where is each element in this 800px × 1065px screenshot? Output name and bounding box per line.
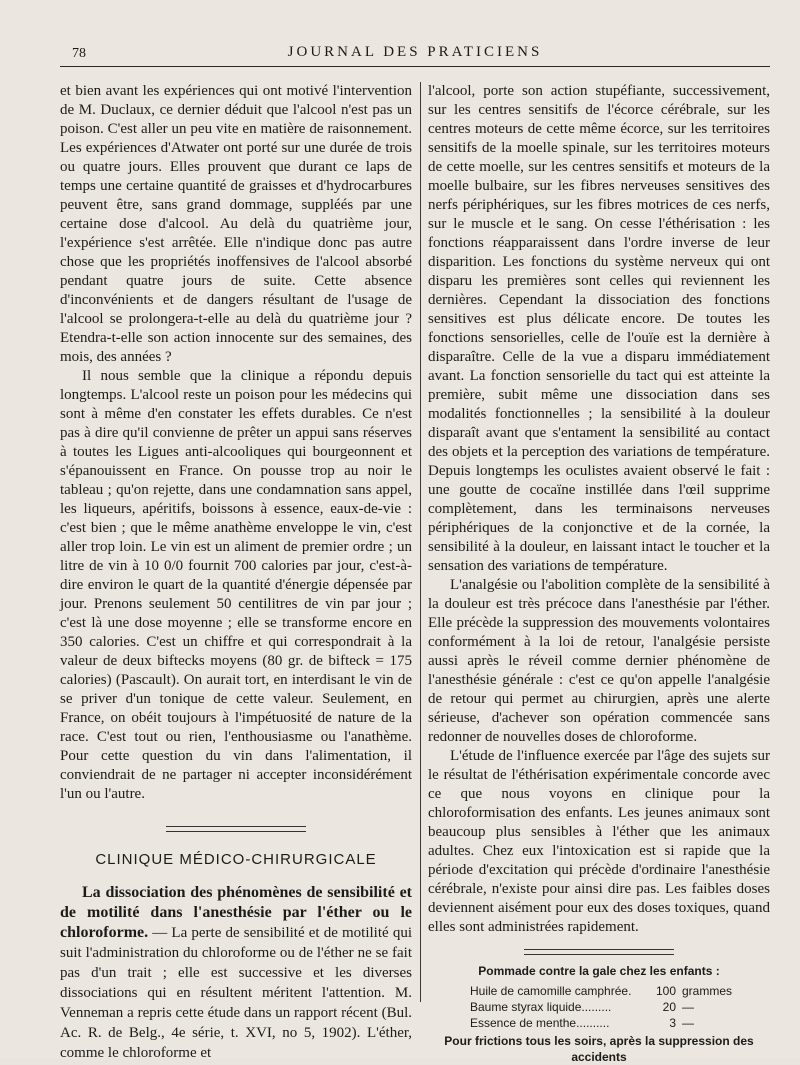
left-paragraph-1: et bien avant les expériences qui ont motivé l'intervention de M. Duclaux, ce dernier déduit que l'alcool n'est pas un poison. C'est aller un peu vite en matière de raisonnement. Les expériences d'Atwater ont porté sur une durée de trois ou quatre jours. Elles prouvent que durant ce laps de temps une certaine quantité de graisses et d'hydrocarbures peuvent être, sans grand dommage, suppléés par une certaine dose d'alcool. Au delà du quatrième jour, l'expérience s'est arrêtée. Elle n'indique donc pas autre chose que les propriétés inoffensives de l'alcool absorbé pendant quatre jours de suite. Cette absence d'inconvénients et de dangers résultant de l'usage de l'alcool se prolongera-t-elle au delà du quatrième jour ? Etendra-t-elle son action innocente sur des semaines, des mois, des années ? [60,83,412,365]
recipe-box [428,963,770,1065]
right-column [428,82,770,1064]
right-paragraph-2: L'analgésie ou l'abolition complète de la sensibilité à la douleur est très précoce dans l'anesthésie par l'éther. Elle précède la suppression des mouvements volontaires conformément à la loi de retour, l'analgésie persiste aussi après le réveil comme dernier phénomène de l'anesthésie générale : c'est ce qu'on appelle l'analgésie de retour qui permet au chirurgien, après une alerte sérieuse, d'achever son opération commencée sans redonner de nouvelles doses de chloroforme. [428,577,770,745]
left-paragraph-2: Il nous semble que la clinique a répondu depuis longtemps. L'alcool reste un poison pour les médecins qui sont à même d'en constater les effets durables. Ce n'est pas à dire qu'il convienne de prêter un appui sans réserves à toutes les Ligues anti-alcooliques qui bourgeonnent et s'épanouissent en France. On pousse trop au noir le tableau ; qu'on rejette, dans une condamnation sans appel, les liqueurs, apéritifs, boissons à essence, eaux-de-vie : c'est bien ; que le même anathème enveloppe le vin, c'est aller trop loin. Le vin est un aliment de premier ordre ; un litre de vin à 10 0/0 fournit 700 calories par jour, c'est-à-dire environ le quart de la quantité d'énergie dépensée par jour. Prenons seulement 50 centilitres de vin par jour ; c'est là une dose moyenne ; elle se transforme encore en 350 calories. C'est un chiffre et qui correspondrait à la valeur de deux biftecks moyens (80 gr. de bifteck = 175 calories) (Pascault). On aurait tort, en interdisant le vin de se priver d'un tonique de cette valeur. Seulement, en France, on obéit toujours à l'impétuosité de nature de la race. C'est tout ou rien, l'enthousiasme ou l'anathème. Pour cette question du vin dans l'alimentation, il conviendrait de ne partager ni accepter inconsidérément l'un ou l'autre. [60,368,412,802]
recipe-row [428,1015,770,1031]
text-columns [60,82,770,1064]
column-divider [420,82,421,1002]
running-title: JOURNAL DES PRATICIENS [287,44,543,60]
article-intro: — La perte de sensibilité et de motilité qui suit l'administration du chloroforme ou de l'éther ne se fait pas d'un trait ; elle est successive et les diverses dissociations qui en résultent méritent l'attention. M. Venneman a repris cette étude dans un rapport récent (Bul. Ac. R. de Belg., 4e série, t. XVI, no 5, 1902). L'éther, comme le chloroforme et [60,925,412,1061]
recipe-ingredient: Essence de menthe.......... [470,1016,610,1030]
page-header [60,42,770,67]
right-paragraph-1: l'alcool, porte son action stupéfiante, successivement, sur les centres sensitifs de l'écorce cérébrale, sur les centres moteurs de cette même écorce, sur les territoires sensitifs de la moelle spinale, sur les territoires moteurs de cette moelle, sur les centres sensitifs et moteurs de la moelle bulbaire, sur les fibres nerveuses sensitives des nerfs périphériques, sur les fibres motrices de ces nerfs, sur le muscle et le sang. On cesse l'éthérisation : les fonctions réapparaissent dans l'ordre inverse de leur disparition. Les fonctions du système nerveux qui ont disparu les premières sont celles qui reviennent les dernières. Cependant la dissociation des fonctions sensitives est plus délicate encore. De toutes les fonctions sensorielles, celle de l'ouïe est la dernière à disparaître. Celle de la vue a disparu immédiatement avant. La fonction sensorielle du tact qui est atteinte la première, subit même une dissociation dans ses modalités fonctionnelles ; la sensibilité à la douleur disparaît avant que s'entament la sensibilité au contact des objets et la perception des variations de température. Depuis longtemps les oculistes avaient observé le fait : une goutte de cocaïne instillée dans l'œil supprime complètement, dans les terminaisons nerveuses périphériques de la conjonctive et de la cornée, la sensibilité à la douleur, en laissant intact le toucher et la sensation des variations de température. [428,83,770,574]
article-heading: La dissociation des phénomènes de sensibilité et de motilité dans l'anesthésie par l'éther ou le chloroforme. [60,884,412,941]
recipe-unit: grammes [682,984,733,998]
recipe-note: Pour frictions tous les soirs, après la suppression des accidents [444,1034,754,1064]
recipe-ingredient: Huile de camomille camphrée. [470,984,632,998]
recipe-quantity: 20 [662,1000,676,1014]
recipe-ingredient: Baume styrax liquide......... [470,1000,612,1014]
page-number: 78 [72,46,86,61]
recipe-unit: — [682,1000,694,1014]
right-paragraph-3: L'étude de l'influence exercée par l'âge des sujets sur le résultat de l'éthérisation expérimentale concorde avec ce que nous voyons en clinique pour la chloroformisation des enfants. Les jeunes animaux sont beaucoup plus sensibles à l'éther que les animaux adultes. Chez eux l'intoxication est si rapide que la période d'excitation qui précède d'ordinaire l'anesthésie cérébrale, n'existe pour ainsi dire pas. Les faibles doses deviennent aisément pour eux des doses toxiques, quand elles sont administrées rapidement. [428,748,770,935]
left-column [60,82,412,1061]
recipe-quantity: 3 [669,1016,676,1030]
recipe-divider [524,949,674,955]
section-title: CLINIQUE MÉDICO-CHIRURGICALE [95,851,377,868]
recipe-row [428,983,770,999]
recipe-quantity: 100 [655,984,676,998]
section-divider [166,826,306,832]
recipe-title: Pommade contre la gale chez les enfants : [478,964,720,978]
recipe-row [428,999,770,1015]
recipe-unit: — [682,1016,694,1030]
article-heading-paragraph [60,883,412,1063]
